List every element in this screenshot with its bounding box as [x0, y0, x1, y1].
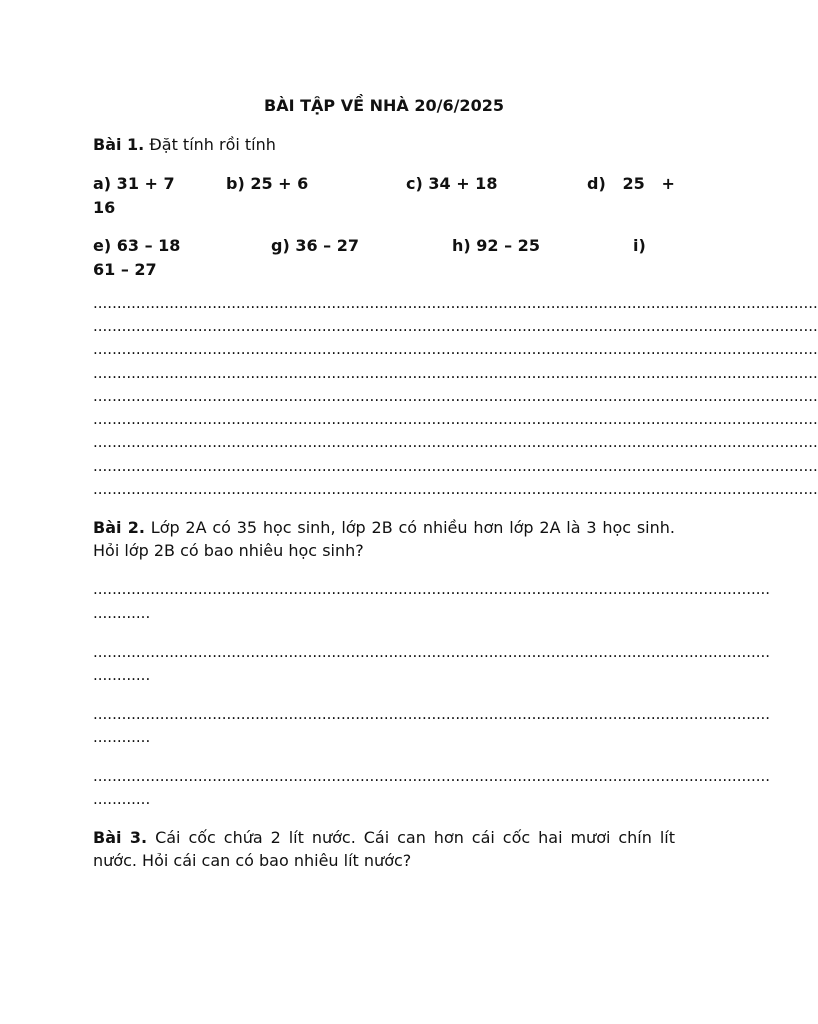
answer-line: ........................................................................................................................................................: [93, 387, 818, 405]
exercise-i: i): [633, 236, 646, 255]
exercise-h: h) 92 – 25: [452, 236, 540, 255]
exercise-a: a) 31 + 7: [93, 174, 175, 193]
exercise-c: c) 34 + 18: [406, 174, 498, 193]
bai3-paragraph: [93, 826, 675, 872]
answer-line: ..............................................................................................................................................: [93, 705, 771, 723]
answer-line: ..............................................................................................................................................: [93, 643, 771, 661]
exercise-d: d) 25 +: [587, 174, 675, 193]
exercise-b: b) 25 + 6: [226, 174, 309, 193]
bai2-label: Bài 2.: [93, 518, 145, 537]
answer-line: ........................................................................................................................................................: [93, 410, 818, 428]
exercise-e: e) 63 – 18: [93, 236, 181, 255]
exercise-g: g) 36 – 27: [271, 236, 360, 255]
answer-line: ........................................................................................................................................................: [93, 364, 818, 382]
bai1-prompt: Đặt tính rồi tính: [149, 135, 276, 154]
answer-line-continuation: ............: [93, 604, 151, 622]
bai2-text: Lớp 2A có 35 học sinh, lớp 2B có nhiều hơn lớp 2A là 3 học sinh. Hỏi lớp 2B có bao nhiêu học sinh?: [93, 518, 675, 560]
answer-line: ........................................................................................................................................................: [93, 433, 818, 451]
answer-line-continuation: ............: [93, 790, 151, 808]
answer-line-continuation: ............: [93, 666, 151, 684]
answer-line: ........................................................................................................................................................: [93, 457, 818, 475]
page-title: BÀI TẬP VỀ NHÀ 20/6/2025: [264, 96, 504, 115]
bai3-text: Cái cốc chứa 2 lít nước. Cái can hơn cái cốc hai mươi chín lít nước. Hỏi cái can có bao nhiêu lít nước?: [93, 828, 675, 870]
answer-line: ........................................................................................................................................................: [93, 294, 818, 312]
bai2-paragraph: [93, 516, 675, 562]
bai1-label: Bài 1.: [93, 135, 145, 154]
bai3-label: Bài 3.: [93, 828, 148, 847]
answer-line: ........................................................................................................................................................: [93, 317, 818, 335]
answer-line: ..............................................................................................................................................: [93, 767, 771, 785]
exercise-d-wrap: 16: [93, 198, 116, 217]
answer-line: ..............................................................................................................................................: [93, 580, 771, 598]
answer-line-continuation: ............: [93, 728, 151, 746]
answer-line: ........................................................................................................................................................: [93, 480, 818, 498]
answer-line: ........................................................................................................................................................: [93, 340, 818, 358]
exercise-i-wrap: 61 – 27: [93, 260, 157, 279]
bai1-heading: [93, 135, 675, 155]
